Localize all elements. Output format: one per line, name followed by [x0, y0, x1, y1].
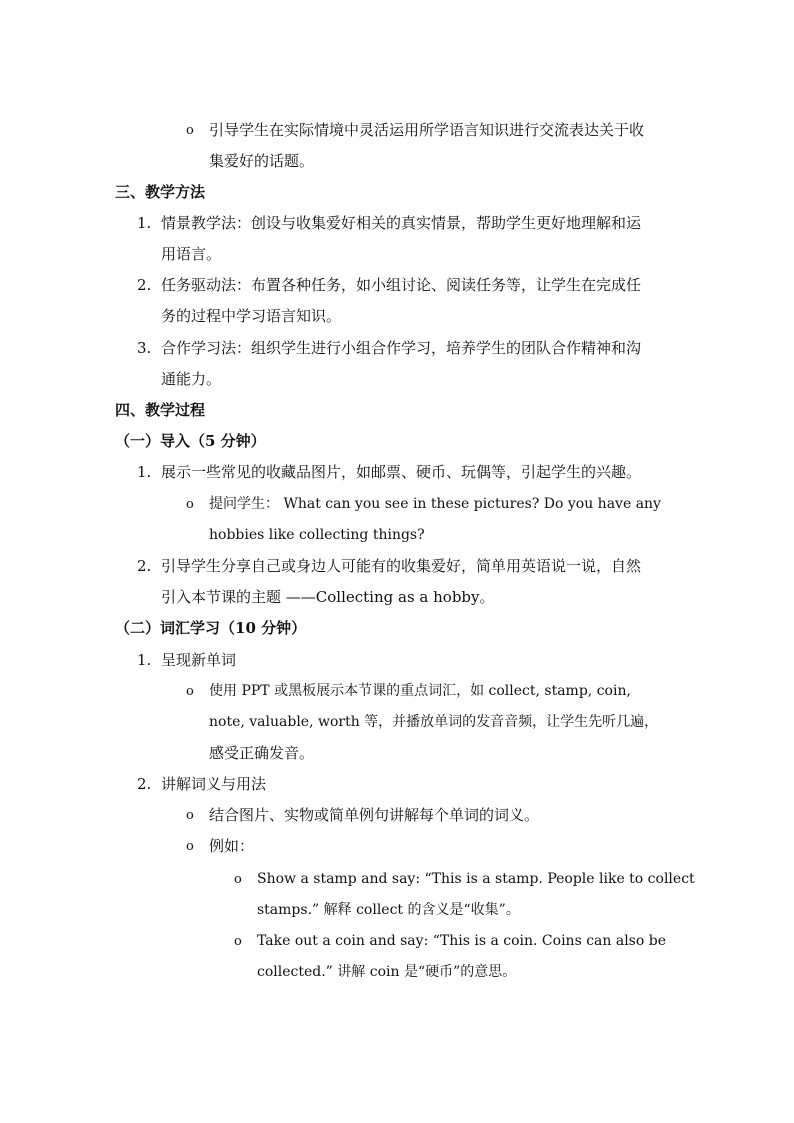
method-2-line-1: 任务驱动法：布置各种任务，如小组讨论、阅读任务等，让学生在完成任 — [161, 276, 642, 294]
vocab-present-line-3: 感受正确发音。 — [209, 744, 315, 762]
objective-line-2: 集爱好的话题。 — [209, 152, 315, 170]
question-line-1: 提问学生： What can you see in these pictures? Do you have any — [209, 496, 661, 512]
example-1-line-2: stamps.” 解释 collect 的含义是“收集”。 — [257, 902, 520, 918]
bullet-marker: o — [234, 934, 242, 949]
list-number: 2. — [137, 276, 152, 294]
list-number: 1. — [137, 463, 152, 481]
example-1-line-1: Show a stamp and say: “This is a stamp. People like to collect — [257, 871, 695, 887]
method-2-line-2: 务的过程中学习语言知识。 — [161, 307, 342, 325]
bullet-marker: o — [234, 872, 242, 887]
method-1-line-2: 用语言。 — [161, 245, 222, 263]
list-number: 2. — [137, 557, 152, 575]
vocab-step-1: 呈现新单词 — [161, 651, 237, 669]
bullet-marker: o — [186, 684, 194, 699]
bullet-marker: o — [186, 497, 194, 512]
example-2-line-1: Take out a coin and say: “This is a coin. Coins can also be — [257, 933, 666, 949]
method-3-line-1: 合作学习法：组织学生进行小组合作学习，培养学生的团队合作精神和沟 — [161, 339, 642, 357]
list-number: 1. — [137, 214, 152, 232]
example-2-line-2: collected.” 讲解 coin 是“硬币”的意思。 — [257, 964, 517, 980]
intro-step-2-line-2: 引入本节课的主题 ——Collecting as a hobby。 — [161, 588, 495, 606]
subsection-heading-vocab: （二）词汇学习（10 分钟） — [115, 619, 307, 637]
list-number: 3. — [137, 339, 152, 357]
list-number: 2. — [137, 775, 152, 793]
bullet-marker: o — [186, 839, 194, 854]
intro-step-2-line-1: 引导学生分享自己或身边人可能有的收集爱好，简单用英语说一说，自然 — [161, 557, 642, 575]
vocab-step-2: 讲解词义与用法 — [161, 775, 267, 793]
intro-step-1: 展示一些常见的收藏品图片，如邮票、硬币、玩偶等，引起学生的兴趣。 — [161, 463, 642, 481]
method-1-line-1: 情景教学法：创设与收集爱好相关的真实情景，帮助学生更好地理解和运 — [161, 214, 642, 232]
vocab-present-line-2: note, valuable, worth 等，并播放单词的发音音频，让学生先听几遍， — [209, 714, 659, 730]
vocab-explain-line: 结合图片、实物或简单例句讲解每个单词的词义。 — [209, 806, 540, 824]
objective-line-1: 引导学生在实际情境中灵活运用所学语言知识进行交流表达关于收 — [209, 121, 645, 139]
subsection-heading-intro: （一）导入（5 分钟） — [115, 432, 266, 450]
list-number: 1. — [137, 651, 152, 669]
section-heading-process: 四、教学过程 — [115, 401, 206, 419]
bullet-marker: o — [186, 123, 194, 138]
method-3-line-2: 通能力。 — [161, 370, 222, 388]
section-heading-methods: 三、教学方法 — [115, 183, 206, 201]
question-line-2: hobbies like collecting things? — [209, 527, 425, 543]
vocab-present-line-1: 使用 PPT 或黑板展示本节课的重点词汇，如 collect, stamp, coin, — [209, 683, 631, 699]
example-label: 例如： — [209, 837, 255, 855]
bullet-marker: o — [186, 808, 194, 823]
